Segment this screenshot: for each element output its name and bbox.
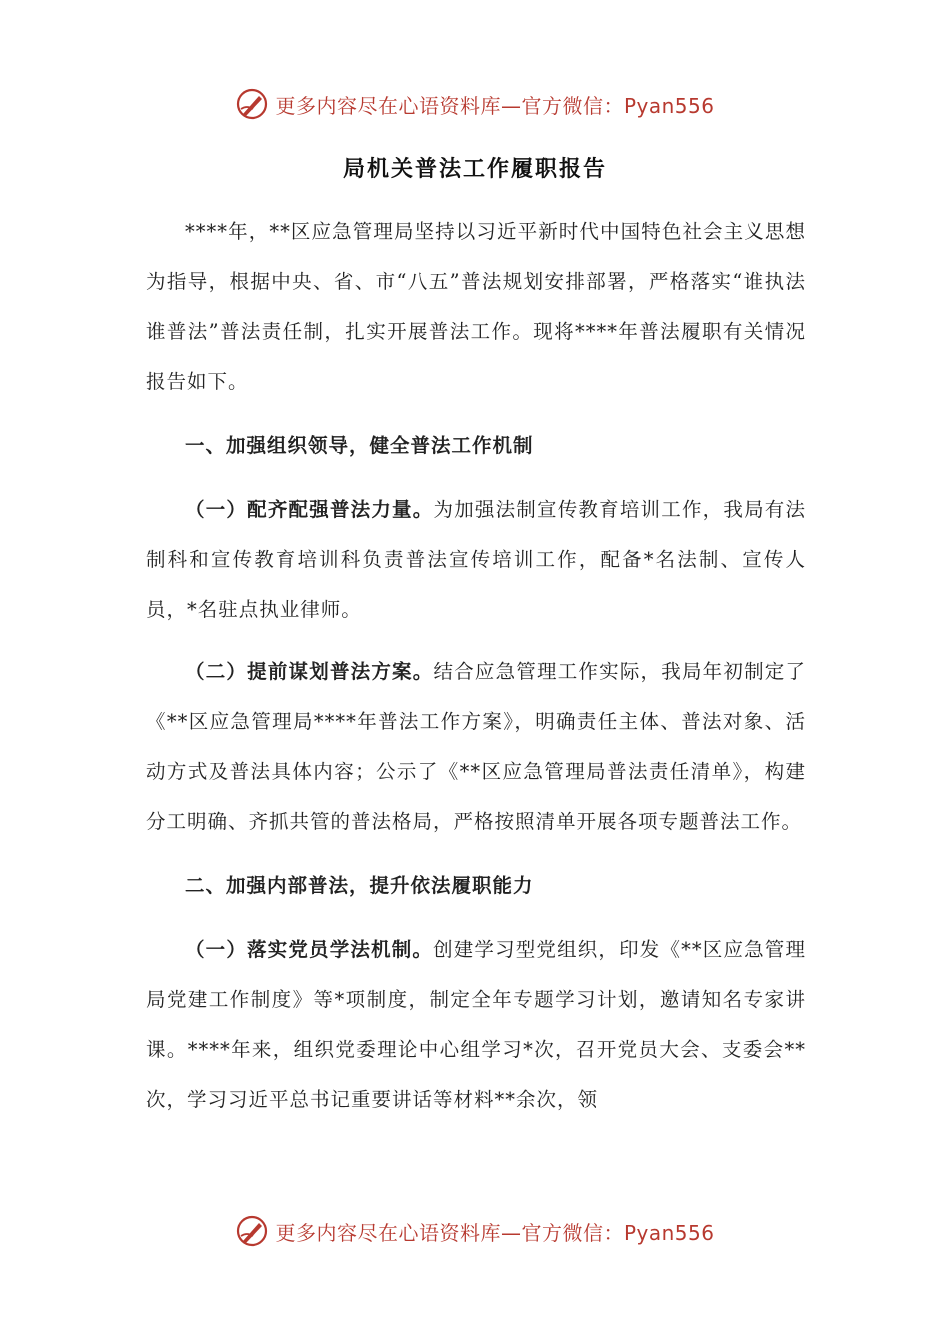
section-1-heading: 一、加强组织领导，健全普法工作机制 bbox=[185, 434, 534, 457]
intro-paragraph: ****年，**区应急管理局坚持以习近平新时代中国特色社会主义思想为指导，根据中央、省、市“八五”普法规划安排部署，严格落实“谁执法谁普法”普法责任制，扎实开展普法工作。现将****年普法履职有关情况报告如下。 bbox=[146, 220, 806, 393]
item-body: 为加强法制宣传教育培训工作，我局有法制科和宣传教育培训科负责普法宣传培训工作，配备*名法制、宣传人员，*名驻点执业律师。 bbox=[146, 498, 806, 621]
pen-logo-icon bbox=[235, 1214, 269, 1248]
item-lead: （二）提前谋划普法方案。 bbox=[185, 660, 434, 683]
watermark-text: 更多内容尽在心语资料库—官方微信：Pyan556 bbox=[275, 1220, 715, 1245]
section-1-item-2 bbox=[146, 647, 806, 847]
watermark-banner-bottom bbox=[0, 1211, 950, 1251]
item-lead: （一）落实党员学法机制。 bbox=[185, 938, 434, 961]
document-title: 局机关普法工作履职报告 bbox=[342, 156, 607, 182]
pen-logo-icon bbox=[235, 87, 269, 121]
item-body: 创建学习型党组织，印发《**区应急管理局党建工作制度》等*项制度，制定全年专题学习计划，邀请知名专家讲课。****年来，组织党委理论中心组学习*次，召开党员大会、支委会**次，学习习近平总书记重要讲话等材料**余次，领 bbox=[146, 938, 806, 1111]
section-2-heading: 二、加强内部普法，提升依法履职能力 bbox=[185, 874, 534, 897]
document-body bbox=[146, 207, 806, 1125]
watermark-text: 更多内容尽在心语资料库—官方微信：Pyan556 bbox=[275, 93, 715, 118]
section-2-item-1 bbox=[146, 925, 806, 1125]
item-lead: （一）配齐配强普法力量。 bbox=[185, 498, 434, 521]
item-body: 结合应急管理工作实际，我局年初制定了《**区应急管理局****年普法工作方案》，明确责任主体、普法对象、活动方式及普法具体内容；公示了《**区应急管理局普法责任清单》，构建分工明确、齐抓共管的普法格局，严格按照清单开展各项专题普法工作。 bbox=[146, 660, 806, 833]
watermark-banner-top bbox=[0, 84, 950, 124]
section-1-item-1 bbox=[146, 485, 806, 635]
